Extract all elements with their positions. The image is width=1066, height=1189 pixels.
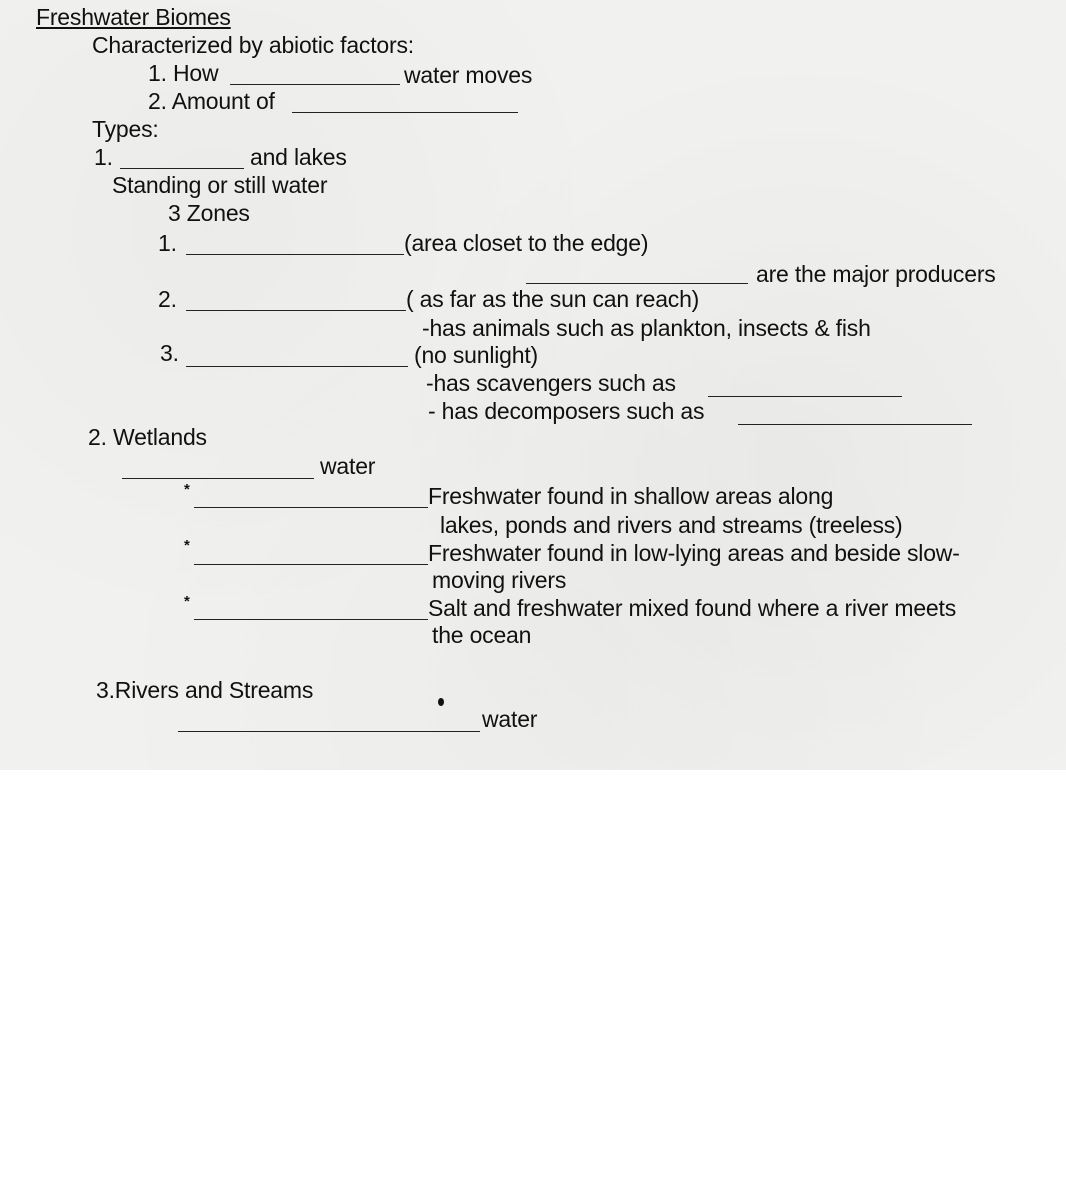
blank-rivers-water[interactable] [178, 731, 480, 732]
worksheet-title: Freshwater Biomes [36, 4, 231, 30]
zone-3-number: 3. [160, 340, 179, 366]
wetlands-bullet-1: * [184, 481, 190, 498]
rivers-heading: 3.Rivers and Streams [96, 677, 314, 703]
blank-how-water-moves[interactable] [230, 84, 400, 85]
type-1-suffix: and lakes [250, 144, 347, 170]
type-1-description: Standing or still water [112, 172, 328, 198]
wetland-type-3-line-2: the ocean [432, 622, 532, 648]
zone-1-note: are the major producers [756, 261, 996, 287]
blank-major-producers[interactable] [526, 283, 748, 284]
zone-1-number: 1. [158, 230, 177, 256]
blank-wetlands-water[interactable] [122, 478, 314, 479]
zone-3-description: (no sunlight) [414, 342, 538, 368]
blank-zone-1[interactable] [186, 254, 404, 255]
types-heading: Types: [92, 116, 159, 142]
wetland-type-1-line-2: lakes, ponds and rivers and streams (treeless) [440, 512, 903, 538]
type-1-number: 1. [94, 144, 113, 170]
blank-type-1[interactable] [120, 168, 244, 169]
blank-decomposers[interactable] [738, 424, 972, 425]
blank-amount-of[interactable] [292, 112, 518, 113]
zone-2-note: -has animals such as plankton, insects & fish [422, 315, 871, 341]
wetland-type-2-line-1: Freshwater found in low-lying areas and beside slow- [428, 540, 960, 566]
blank-wetland-type-1[interactable] [194, 507, 428, 508]
blank-zone-2[interactable] [186, 310, 406, 311]
wetlands-bullet-2: * [184, 537, 190, 554]
abiotic-heading: Characterized by abiotic factors: [92, 32, 414, 58]
wetlands-water-label: water [320, 453, 376, 479]
blank-wetland-type-3[interactable] [194, 619, 428, 620]
zone-2-description: ( as far as the sun can reach) [406, 286, 700, 312]
abiotic-item-1-label: 1. How [148, 60, 219, 86]
zone-2-number: 2. [158, 286, 177, 312]
zone-3-note-decomposers: - has decomposers such as [428, 398, 705, 424]
zones-heading: 3 Zones [168, 200, 250, 226]
abiotic-item-1-suffix: water moves [404, 62, 533, 88]
wetland-type-3-line-1: Salt and freshwater mixed found where a river meets [428, 595, 956, 621]
zone-3-note-scavengers: -has scavengers such as [426, 370, 676, 396]
stray-mark-dot [438, 698, 444, 706]
wetlands-bullet-3: * [184, 593, 190, 610]
zone-1-description: (area closet to the edge) [404, 230, 649, 256]
blank-zone-3[interactable] [186, 366, 408, 367]
abiotic-item-2-label: 2. Amount of [148, 88, 275, 114]
rivers-water-label: water [482, 706, 538, 732]
blank-wetland-type-2[interactable] [194, 564, 428, 565]
wetland-type-2-line-2: moving rivers [432, 567, 567, 593]
blank-scavengers[interactable] [708, 396, 902, 397]
wetland-type-1-line-1: Freshwater found in shallow areas along [428, 483, 834, 509]
wetlands-heading: 2. Wetlands [88, 424, 207, 450]
